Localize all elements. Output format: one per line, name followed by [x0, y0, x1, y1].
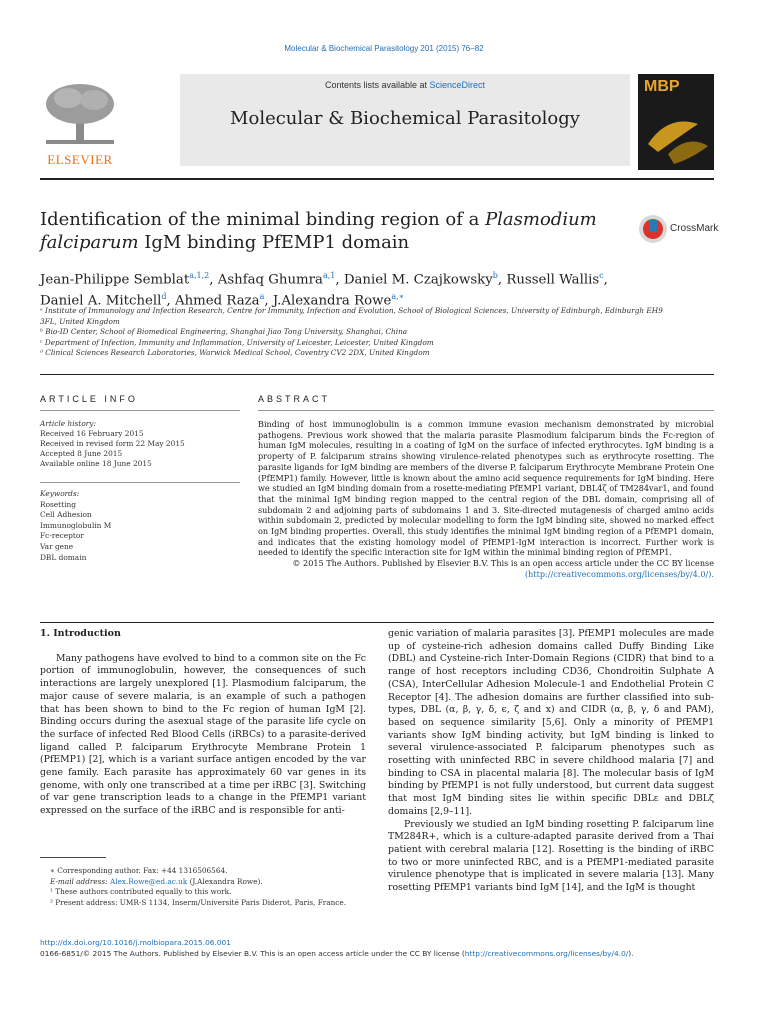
license-suffix: ).	[628, 948, 634, 958]
author-name[interactable]: Daniel M. Czajkowsky	[343, 272, 493, 288]
keyword-item: Cell Adhesion	[40, 510, 92, 520]
sciencedirect-link[interactable]: ScienceDirect	[429, 80, 486, 90]
keyword-item: Rosetting	[40, 499, 76, 509]
history-label: Article history:	[40, 419, 96, 428]
history-online: Available online 18 June 2015	[40, 459, 152, 468]
abstract-body	[258, 419, 714, 580]
journal-reference[interactable]: Molecular & Biochemical Parasitology 201 (2015) 76–82	[284, 44, 484, 53]
abstract-rule	[258, 410, 714, 411]
history-revised: Received in revised form 22 May 2015	[40, 439, 185, 448]
email-link[interactable]: Alex.Rowe@ed.ac.uk	[109, 876, 188, 886]
author-separator: ,	[603, 272, 608, 288]
article-info-heading: ARTICLE INFO	[40, 394, 138, 404]
author-separator: ,	[166, 293, 175, 309]
page-footer	[40, 938, 720, 959]
journal-name[interactable]: Molecular & Biochemical Parasitology	[230, 108, 580, 129]
crossmark-badge[interactable]	[638, 214, 718, 244]
keyword-item: Immunoglobulin M	[40, 520, 112, 530]
keywords-rule	[40, 482, 240, 483]
author-name[interactable]: J.Alexandra Rowe	[272, 293, 392, 309]
footnote-1: ¹ These authors contributed equally to this work.	[50, 887, 232, 896]
section-heading: 1. Introduction	[40, 628, 121, 639]
abstract-copyright: © 2015 The Authors. Published by Elsevier B.V. This is an open access article under the CC BY license	[292, 558, 714, 569]
email-label: E-mail address:	[50, 876, 110, 886]
abstract-text: Binding of host immunoglobulin is a common immune evasion mechanism demonstrated by microbial pathogens. Previous work showed that the malaria parasite Plasmodium falciparum binds the Fc-region of human IgM molecules, resulting in a coating of IgM on the surface of infected erythrocytes. IgM binding is a property of P. falciparum strains showing virulence-related phenotypes such as erythrocyte rosetting. The parasite ligands for IgM binding are members of the diverse P. falciparum Erythrocyte Membrane Protein One (PfEMP1) family. However, little is known about the amino acid sequence requirements for IgM binding. Here we studied an IgM binding domain from a rosette-mediating PfEMP1 variant, DBL4ζ of TM284var1, and found that the minimal IgM binding region mapped to the central region of the DBL domain, comprising all of subdomain 2 and adjoining parts of subdomains 1 and 3. Site-directed mutagenesis of charged amino acids within subdomain 2, predicted by molecular modelling to form the IgM binding site, showed no marked effect on IgM binding properties. Overall, this study identifies the minimal IgM binding region of a PfEMP1 domain, and indicates that the existing homology model of PfEMP1-IgM interaction is incorrect. Further work is needed to identify the specific interaction site for IgM within the minimal binding region of PfEMP1.	[258, 419, 714, 558]
author-affiliation-marker[interactable]: a	[259, 292, 265, 302]
footnote-email	[40, 877, 366, 888]
intro-paragraph: Many pathogens have evolved to bind to a common site on the Fc portion of immunoglobulin, however, the consequences of such interactions are largely unexplored [1]. Plasmodium falciparum, the major cause of severe malaria, is an example of such a pathogen that has been shown to bind to the Fc region of human IgM [2]. Binding occurs during the asexual stage of the parasite life cycle on the surface of infected Red Blood Cells (iRBCs) to a parasite-derived ligand called P. falciparum Erythrocyte Membrane Protein 1 (PfEMP1) [2], which is a variant surface antigen encoded by the var gene family. Each parasite has approximately 60 var genes in its genome, with only one transcribed at a time per iRBC [3]. Switching of var gene transcription leads to a change in the PfEMP1 variant expressed on the surface of the iRBC and is responsible for anti-	[40, 652, 366, 817]
article-history	[40, 419, 240, 469]
author-name[interactable]: Ashfaq Ghumra	[217, 272, 323, 288]
intro-paragraph-2: Previously we studied an IgM binding rosetting P. falciparum line TM284R+, which is a culture-adapted parasite derived from a Thai patient with cerebral malaria [12]. Rosetting is the binding of iRBC to two or more uninfected RBC, and is a PfEMP1-mediated parasite virulence phenotype that is implicated in severe malaria [13]. Many rosetting PfEMP1 variants bind IgM [14], and the IgM is thought	[388, 818, 714, 894]
license-link[interactable]: http://creativecommons.org/licenses/by/4.0/	[464, 948, 629, 958]
title-part1: Identification of the minimal binding region of a	[40, 209, 486, 230]
author-name[interactable]: Jean-Philippe Semblat	[40, 272, 190, 288]
author-separator: ,	[264, 293, 273, 309]
history-received: Received 16 February 2015	[40, 429, 144, 438]
history-accepted: Accepted 8 June 2015	[40, 449, 123, 458]
author-separator: ,	[497, 272, 507, 288]
footnote-rule	[40, 857, 106, 858]
affiliations	[40, 306, 680, 359]
keyword-item: Fc-receptor	[40, 531, 84, 541]
email-name: (J.Alexandra Rowe).	[187, 876, 263, 886]
license-prefix: 0166-6851/© 2015 The Authors. Published by Elsevier B.V. This is an open access article under the CC BY license (	[40, 948, 465, 958]
contents-line	[180, 80, 630, 90]
cover-art-icon	[638, 74, 714, 170]
title-part2: IgM binding PfEMP1 domain	[138, 232, 410, 253]
keyword-item: Var gene	[40, 541, 74, 551]
affiliation-b: ᵇ Bio-ID Center, School of Biomedical Engineering, Shanghai Jiao Tong University, Shanghai, China	[40, 327, 408, 336]
author-separator: ,	[335, 272, 344, 288]
author-affiliation-marker[interactable]: a,1	[322, 271, 336, 280]
doi-link[interactable]: http://dx.doi.org/10.1016/j.molbiopara.2015.06.001	[40, 938, 231, 947]
author-list	[40, 267, 720, 310]
footnotes	[40, 866, 366, 908]
header-rule	[40, 178, 714, 180]
publisher-name: ELSEVIER	[47, 152, 113, 167]
body-column-right	[388, 628, 714, 895]
journal-banner	[180, 74, 630, 166]
title-italic: Plasmodium falciparum	[40, 209, 597, 253]
footnote-corresponding: ∗ Corresponding author. Fax: +44 1316506564.	[50, 866, 228, 875]
license-line	[40, 949, 720, 960]
author-name[interactable]: Russell Wallis	[506, 272, 600, 288]
author-affiliation-marker[interactable]: d	[161, 292, 167, 302]
affiliation-c: ᶜ Department of Infection, Immunity and Inflammation, University of Leicester, Leicester, United Kingdom	[40, 337, 434, 347]
author-affiliation-marker[interactable]: c	[599, 271, 604, 280]
article-info-rule	[40, 410, 240, 411]
affiliation-a: ᵃ Institute of Immunology and Infection Research, Centre for Immunity, Infection and Evolution, School of Biological Sciences, University of Edinburgh, Edinburgh EH9 3FL, United Kingdom	[40, 306, 663, 326]
footnote-2: ² Present address: UMR-S 1134, Inserm/Université Paris Diderot, Paris, France.	[50, 897, 347, 907]
body-rule	[40, 622, 714, 623]
cover-label: MBP	[644, 78, 680, 95]
journal-cover[interactable]	[638, 74, 714, 170]
author-affiliation-marker[interactable]: a,∗	[391, 292, 405, 302]
contents-prefix: Contents lists available at	[324, 80, 430, 90]
article-title	[40, 208, 620, 254]
author-name[interactable]: Ahmed Raza	[175, 293, 260, 309]
abstract-license-link[interactable]	[258, 569, 714, 580]
author-separator: ,	[209, 272, 218, 288]
keywords-label: Keywords:	[40, 489, 80, 498]
body-column-left	[40, 628, 366, 818]
author-affiliation-marker[interactable]: a,1,2	[189, 271, 210, 280]
section-rule	[40, 374, 714, 375]
license-url[interactable]: (http://creativecommons.org/licenses/by/4.0/).	[524, 568, 714, 579]
abstract-heading: ABSTRACT	[258, 394, 331, 404]
affiliation-d: ᵈ Clinical Sciences Research Laboratories, Warwick Medical School, Coventry CV2 2DX, United Kingdom	[40, 348, 430, 357]
keywords	[40, 489, 240, 563]
author-name[interactable]: Daniel A. Mitchell	[40, 293, 162, 309]
author-affiliation-marker[interactable]: b	[492, 271, 498, 280]
elsevier-tree-icon	[40, 80, 120, 150]
keyword-item: DBL domain	[40, 552, 87, 562]
crossmark-label: CrossMark	[670, 223, 719, 234]
elsevier-logo[interactable]	[40, 80, 120, 168]
intro-paragraph-continued: genic variation of malaria parasites [3]. PfEMP1 molecules are made up of cysteine-rich adhesion domains called Duffy Binding Like (DBL) and Cysteine-rich Inter-Domain Regions (CIDR) that bind to a range of host receptors including CD36, Chondroitin Sulphate A (CSA), InterCellular Adhesion Molecule-1 and Endothelial Protein C Receptor [4]. The adhesion domains are further classified into sub-types, DBL (α, β, γ, δ, ϵ, ζ and x) and CIDR (α, β, γ, δ and PAM), based on sequence similarity [5,6]. Only a minority of PfEMP1 variants show IgM binding activity, but IgM binding is linked to several virulence-associated P. falciparum phenotypes such as rosetting with uninfected RBC in severe childhood malaria [7] and binding to CSA in placental malaria [8]. The molecular basis of IgM binding by PfEMP1 is not fully understood, but current data suggest that most IgM binding sites lie within specific DBLε and DBLζ domains [2,9–11].	[388, 628, 714, 817]
crossmark-icon	[638, 214, 668, 244]
